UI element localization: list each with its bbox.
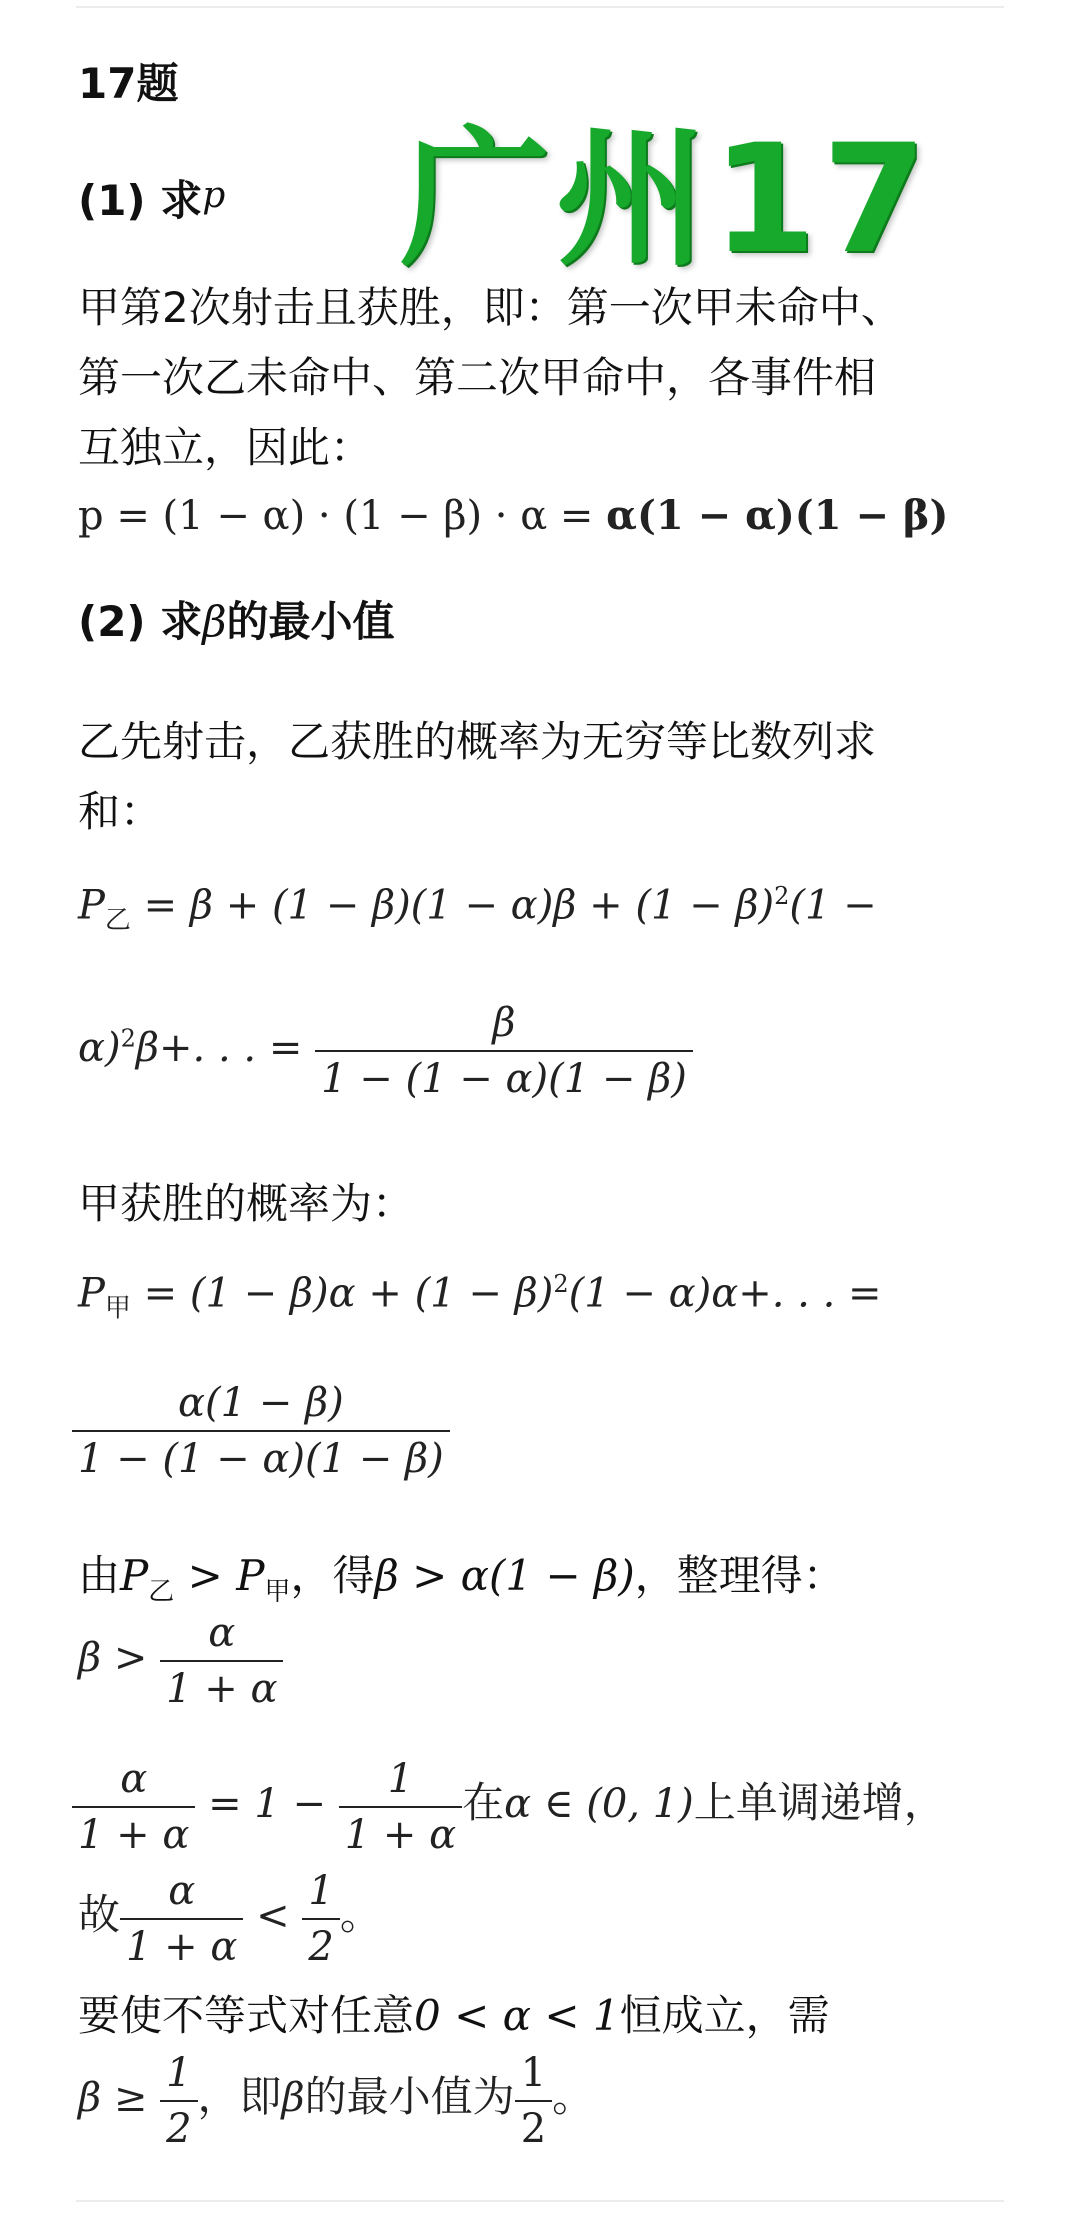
- pjia-formula-line1: [78, 1270, 882, 1324]
- mono-suffix: 上单调递增，: [693, 1778, 946, 1827]
- beta-bound-den: 1 + α: [166, 1666, 278, 1712]
- mono-right-den: 1 + α: [344, 1812, 457, 1858]
- pyi-line2-mid: β+. . . =: [135, 1025, 316, 1071]
- pyi-formula-line2: [78, 1000, 693, 1102]
- part1-formula-result: α(1 − α)(1 − β): [606, 492, 949, 539]
- part2-heading-var: β: [202, 597, 227, 646]
- part1-line1: 甲第2次射击且获胜，即：第一次甲未命中、: [78, 283, 903, 332]
- pjia-label: P: [78, 1270, 105, 1317]
- final-text: 的最小值为: [304, 2072, 515, 2121]
- so-period: 。: [339, 1890, 382, 1939]
- top-divider: [76, 6, 1004, 8]
- part1-formula: [78, 492, 948, 539]
- part2-heading-prefix: (2) 求: [78, 597, 203, 646]
- pyi-expr: = β + (1 − β)(1 − α)β + (1 − β): [130, 882, 775, 929]
- bottom-divider: [76, 2200, 1004, 2202]
- cmp-suffix: ，整理得：: [634, 1551, 845, 1600]
- cmp-gt: >: [174, 1551, 237, 1600]
- so-right-den: 2: [308, 1924, 334, 1970]
- final-beta: β: [78, 2075, 102, 2121]
- pjia-subscript: 甲: [104, 1293, 131, 1324]
- so-left-num: α: [120, 1868, 243, 1920]
- so-left-den: 1 + α: [126, 1924, 238, 1970]
- beta-bound-num: α: [160, 1610, 283, 1662]
- final-answer-den: 2: [520, 2106, 547, 2152]
- final-den: 2: [166, 2106, 192, 2152]
- mono-right-num: 1: [339, 1756, 462, 1808]
- beta-bound: [78, 1610, 283, 1712]
- mono-fraction-left: [72, 1756, 195, 1858]
- final-answer: [515, 2050, 552, 2152]
- pyi-square: 2: [774, 882, 790, 910]
- mono-fraction-right: [339, 1756, 462, 1858]
- pjia-square: 2: [553, 1270, 569, 1298]
- final-mid: ，即: [197, 2072, 282, 2121]
- so-line: [78, 1868, 382, 1970]
- mono-in: 在: [462, 1778, 505, 1827]
- part1-line2: 第一次乙未命中、第二次甲命中，各事件相: [78, 353, 877, 402]
- cmp-pjia-sub: 甲: [264, 1577, 291, 1607]
- final-answer-num: 1: [515, 2050, 552, 2102]
- cmp-prefix: 由: [78, 1551, 121, 1600]
- part1-heading-prefix: (1) 求: [78, 176, 203, 225]
- pyi-formula-line1: [78, 882, 877, 936]
- part2-intro-line1: 乙先射击，乙获胜的概率为无穷等比数列求: [78, 717, 877, 766]
- monotonic-line: [72, 1756, 946, 1858]
- mono-left-num: α: [72, 1756, 195, 1808]
- beta-gt: β >: [78, 1635, 161, 1681]
- final-ge: ≥: [101, 2075, 161, 2121]
- final-line: [78, 2050, 594, 2152]
- pjia-numerator: α(1 − β): [72, 1380, 450, 1432]
- pjia-expr: = (1 − β)α + (1 − β): [130, 1270, 554, 1317]
- part1-line3: 互独立，因此：: [78, 423, 373, 472]
- jia-intro: 甲获胜的概率为：: [78, 1179, 415, 1228]
- pyi-fraction: [315, 1000, 693, 1102]
- part1-heading-var: p: [202, 175, 226, 216]
- pyi-label: P: [78, 882, 105, 929]
- cmp-inequality: β > α(1 − β): [374, 1551, 635, 1600]
- final-fraction: [160, 2050, 197, 2152]
- final-period: 。: [552, 2072, 595, 2121]
- so-prefix: 故: [78, 1890, 121, 1939]
- part2-heading: [78, 586, 395, 658]
- pjia-denominator: 1 − (1 − α)(1 − β): [78, 1436, 444, 1482]
- pyi-numerator: β: [315, 1000, 693, 1052]
- req-range: 0 < α < 1: [414, 1991, 620, 2040]
- so-fraction-right: [302, 1868, 339, 1970]
- pjia-formula-line2: [72, 1380, 450, 1482]
- pyi-expr-end: (1 −: [789, 882, 877, 929]
- pyi-subscript: 乙: [104, 905, 131, 936]
- so-lt: <: [243, 1893, 303, 1939]
- requirement-line: [78, 1980, 830, 2052]
- pyi-line2-start: α): [78, 1025, 121, 1071]
- final-num: 1: [160, 2050, 197, 2102]
- pjia-expr-end: (1 − α)α+. . . =: [568, 1270, 882, 1317]
- final-beta-2: β: [281, 2075, 305, 2121]
- pyi-denominator: 1 − (1 − α)(1 − β): [321, 1056, 687, 1102]
- req-prefix: 要使不等式对任意: [78, 1991, 415, 2040]
- mono-left-den: 1 + α: [78, 1812, 190, 1858]
- beta-bound-fraction: [160, 1610, 283, 1712]
- part1-formula-main: p = (1 − α) · (1 − β) · α =: [78, 493, 607, 539]
- so-fraction-left: [120, 1868, 243, 1970]
- so-right-num: 1: [302, 1868, 339, 1920]
- cmp-pyi: P: [120, 1551, 149, 1600]
- cmp-pjia: P: [236, 1551, 265, 1600]
- part1-heading: [78, 160, 225, 237]
- part2-intro-line2: 和：: [78, 787, 163, 836]
- pyi-square-2: 2: [120, 1024, 136, 1053]
- mono-eq: = 1 −: [195, 1781, 339, 1827]
- question-title: 17题: [78, 59, 179, 108]
- pjia-fraction: [72, 1380, 450, 1482]
- req-suffix: 恒成立，需: [619, 1991, 830, 2040]
- cmp-mid: ，得: [290, 1551, 375, 1600]
- mono-range: α ∈ (0, 1): [504, 1781, 694, 1827]
- watermark-logo: 广州17: [400, 113, 933, 287]
- part2-heading-suffix: 的最小值: [226, 597, 395, 646]
- cmp-pyi-sub: 乙: [148, 1577, 175, 1607]
